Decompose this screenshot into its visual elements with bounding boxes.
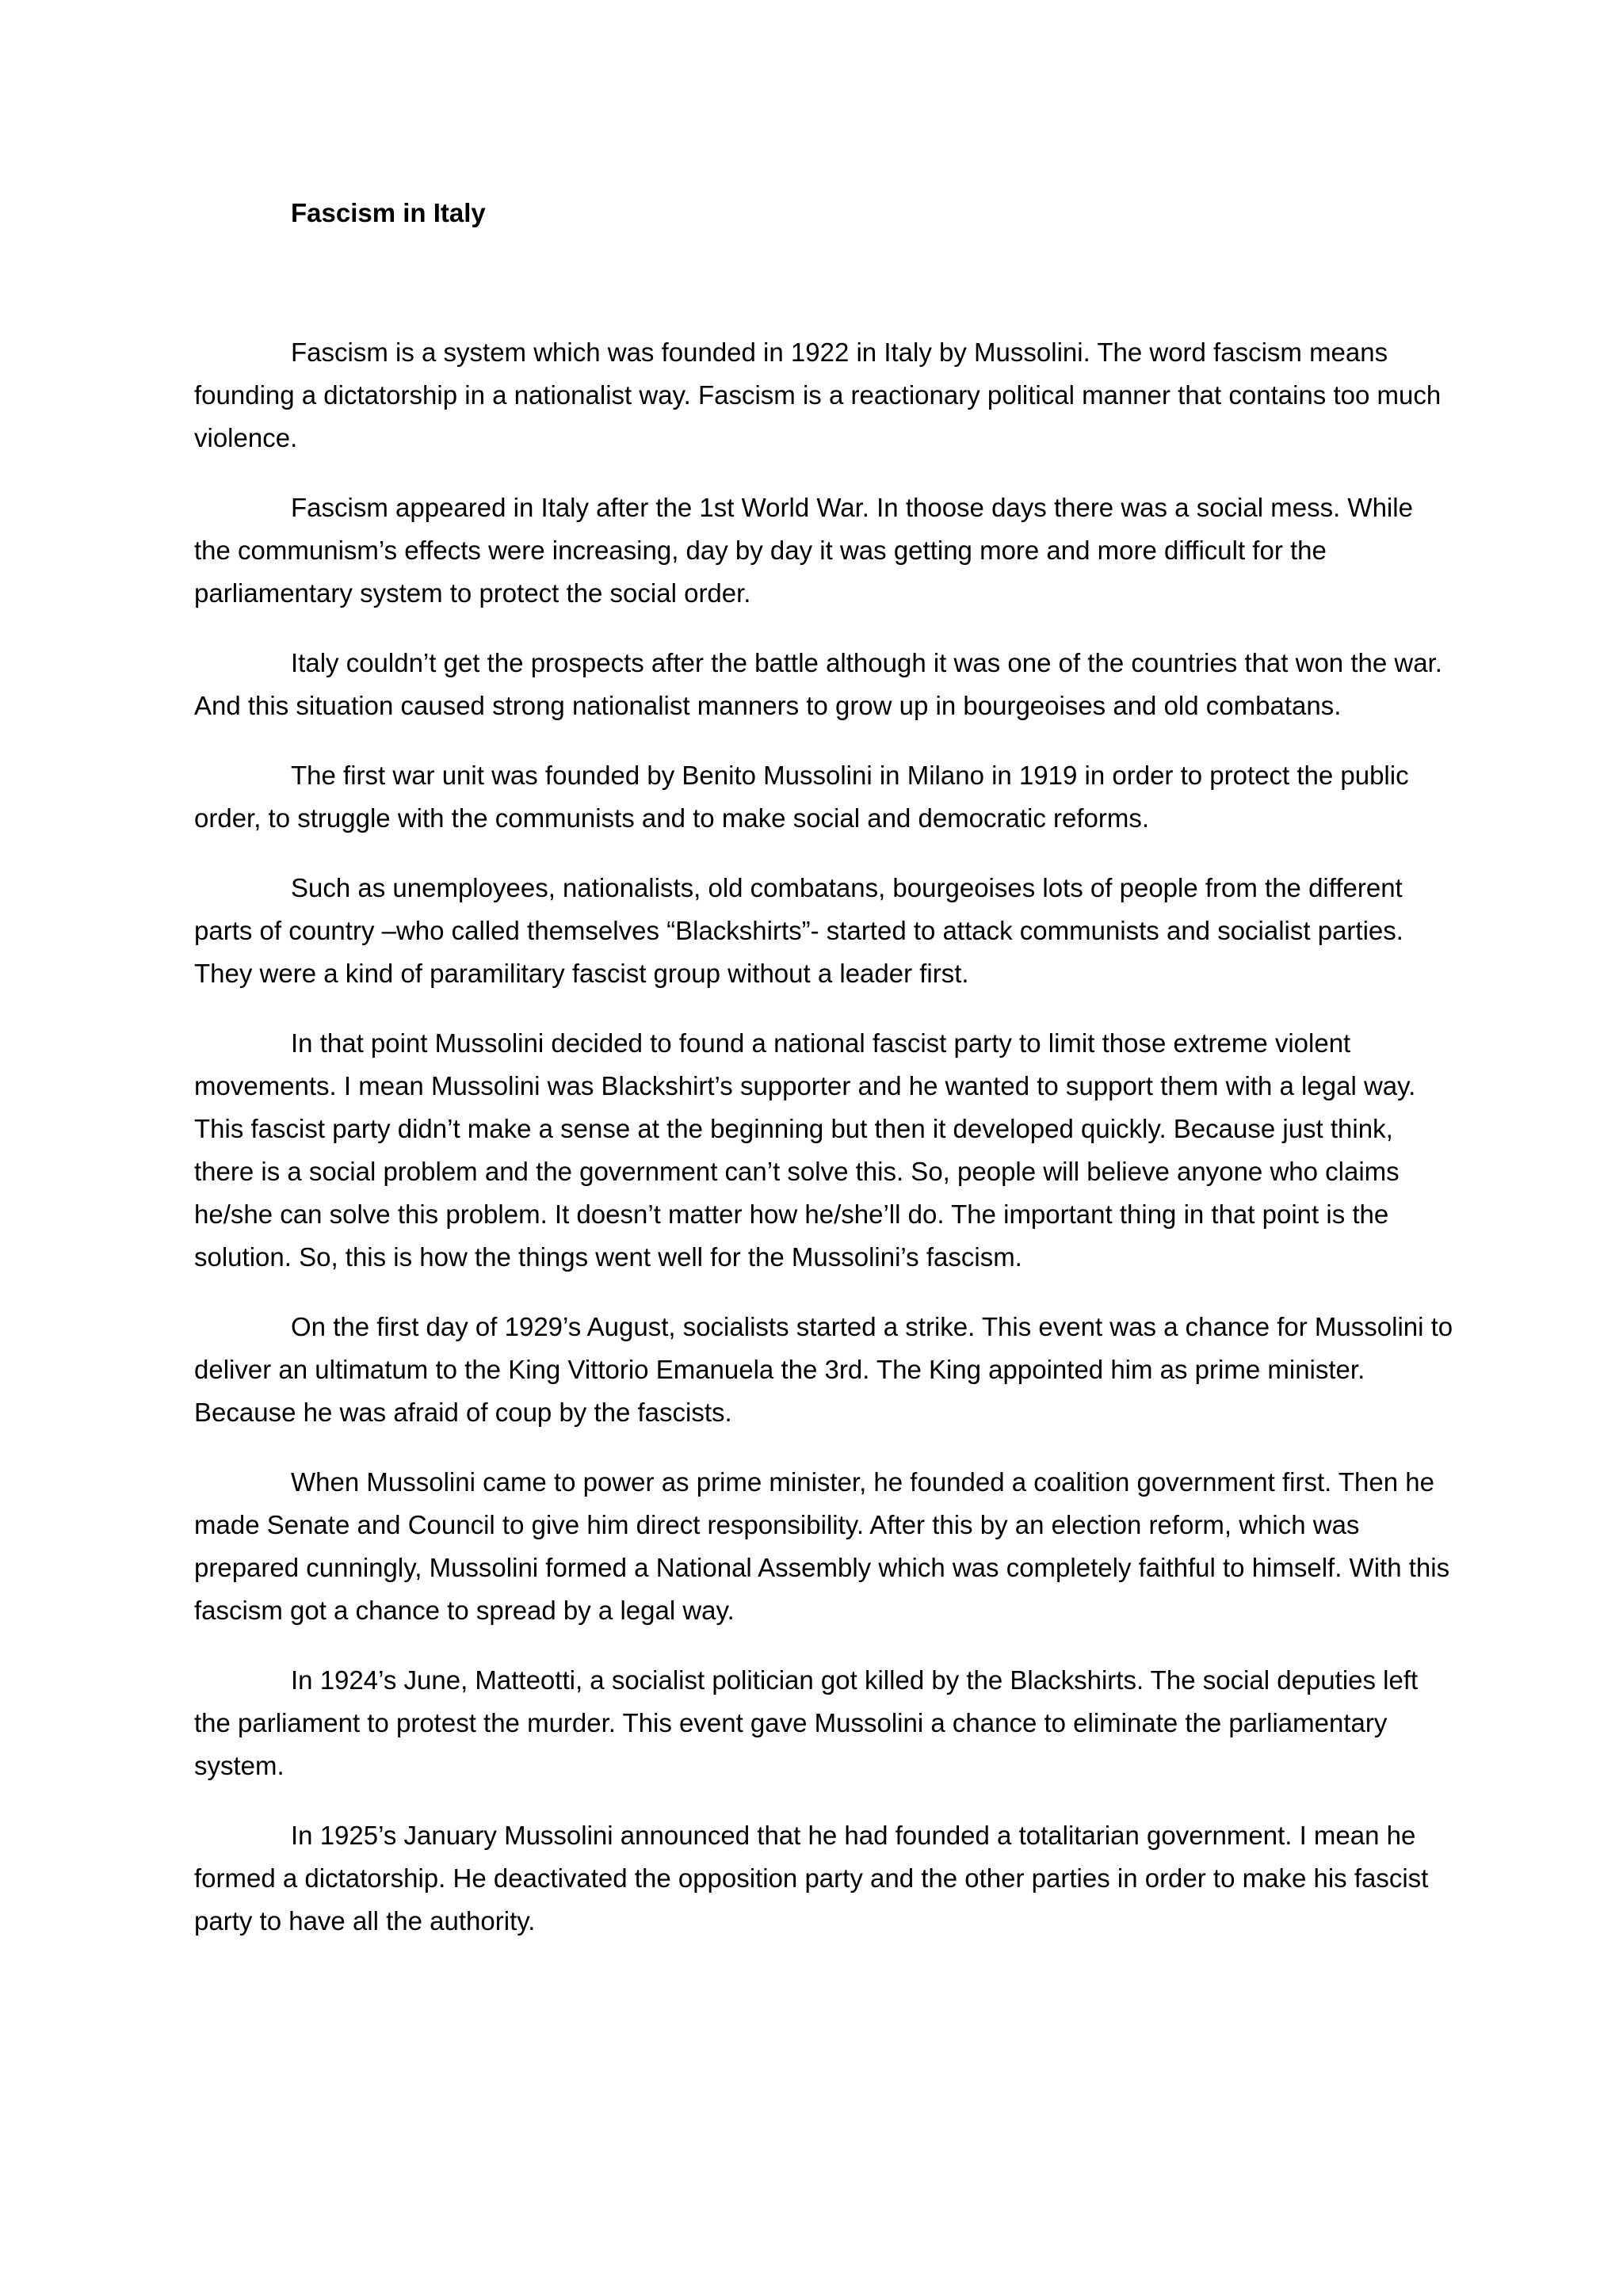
- document-body: [194, 331, 1454, 1943]
- paragraph-5: Such as unemployees, nationalists, old combatans, bourgeoises lots of people from the different parts of country –who called themselves “Blackshirts”- started to attack communists and socialist parties. They were a kind of paramilitary fascist group without a leader first.: [194, 873, 1403, 988]
- document-content: [194, 192, 1454, 1970]
- paragraph-4: The first war unit was founded by Benito Mussolini in Milano in 1919 in order to protect the public order, to struggle with the communists and to make social and democratic reforms.: [194, 761, 1409, 833]
- paragraph-7: On the first day of 1929’s August, socialists started a strike. This event was a chance for Mussolini to deliver an ultimatum to the King Vittorio Emanuela the 3rd. The King appointed him as prime minister. Because he was afraid of coup by the fascists.: [194, 1312, 1453, 1427]
- paragraph-3: Italy couldn’t get the prospects after the battle although it was one of the countries that won the war. And this situation caused strong nationalist manners to grow up in bourgeoises and old combatans.: [194, 648, 1442, 720]
- paragraph-6: In that point Mussolini decided to found a national fascist party to limit those extreme violent movements. I mean Mussolini was Blackshirt’s supporter and he wanted to support them with a legal way. This fascist party didn’t make a sense at the beginning but then it developed quickly. Because just think, there is a social problem and the government can’t solve this. So, people will believe anyone who claims he/she can solve this problem. It doesn’t matter how he/she’ll do. The important thing in that point is the solution. So, this is how the things went well for the Mussolini’s fascism.: [194, 1028, 1416, 1272]
- document-title: Fascism in Italy: [291, 198, 486, 227]
- paragraph-9: In 1924’s June, Matteotti, a socialist politician got killed by the Blackshirts. The social deputies left the parliament to protest the murder. This event gave Mussolini a chance to eliminate the parliamentary system.: [194, 1665, 1419, 1780]
- paragraph-1: Fascism is a system which was founded in 1922 in Italy by Mussolini. The word fascism means founding a dictatorship in a nationalist way. Fascism is a reactionary political manner that contains too much violence.: [194, 338, 1442, 452]
- paragraph-10: In 1925’s January Mussolini announced that he had founded a totalitarian government. I mean he formed a dictatorship. He deactivated the opposition party and the other parties in order to make his fascist party to have all the authority.: [194, 1821, 1429, 1936]
- paragraph-8: When Mussolini came to power as prime minister, he founded a coalition government first. Then he made Senate and Council to give him direct responsibility. After this by an election reform, which was prepared cunningly, Mussolini formed a National Assembly which was completely faithful to himself. With this fascism got a chance to spread by a legal way.: [194, 1467, 1450, 1625]
- paragraph-2: Fascism appeared in Italy after the 1st World War. In thoose days there was a social mess. While the communism’s effects were increasing, day by day it was getting more and more difficult for the parliamentary system to protect the social order.: [194, 493, 1413, 608]
